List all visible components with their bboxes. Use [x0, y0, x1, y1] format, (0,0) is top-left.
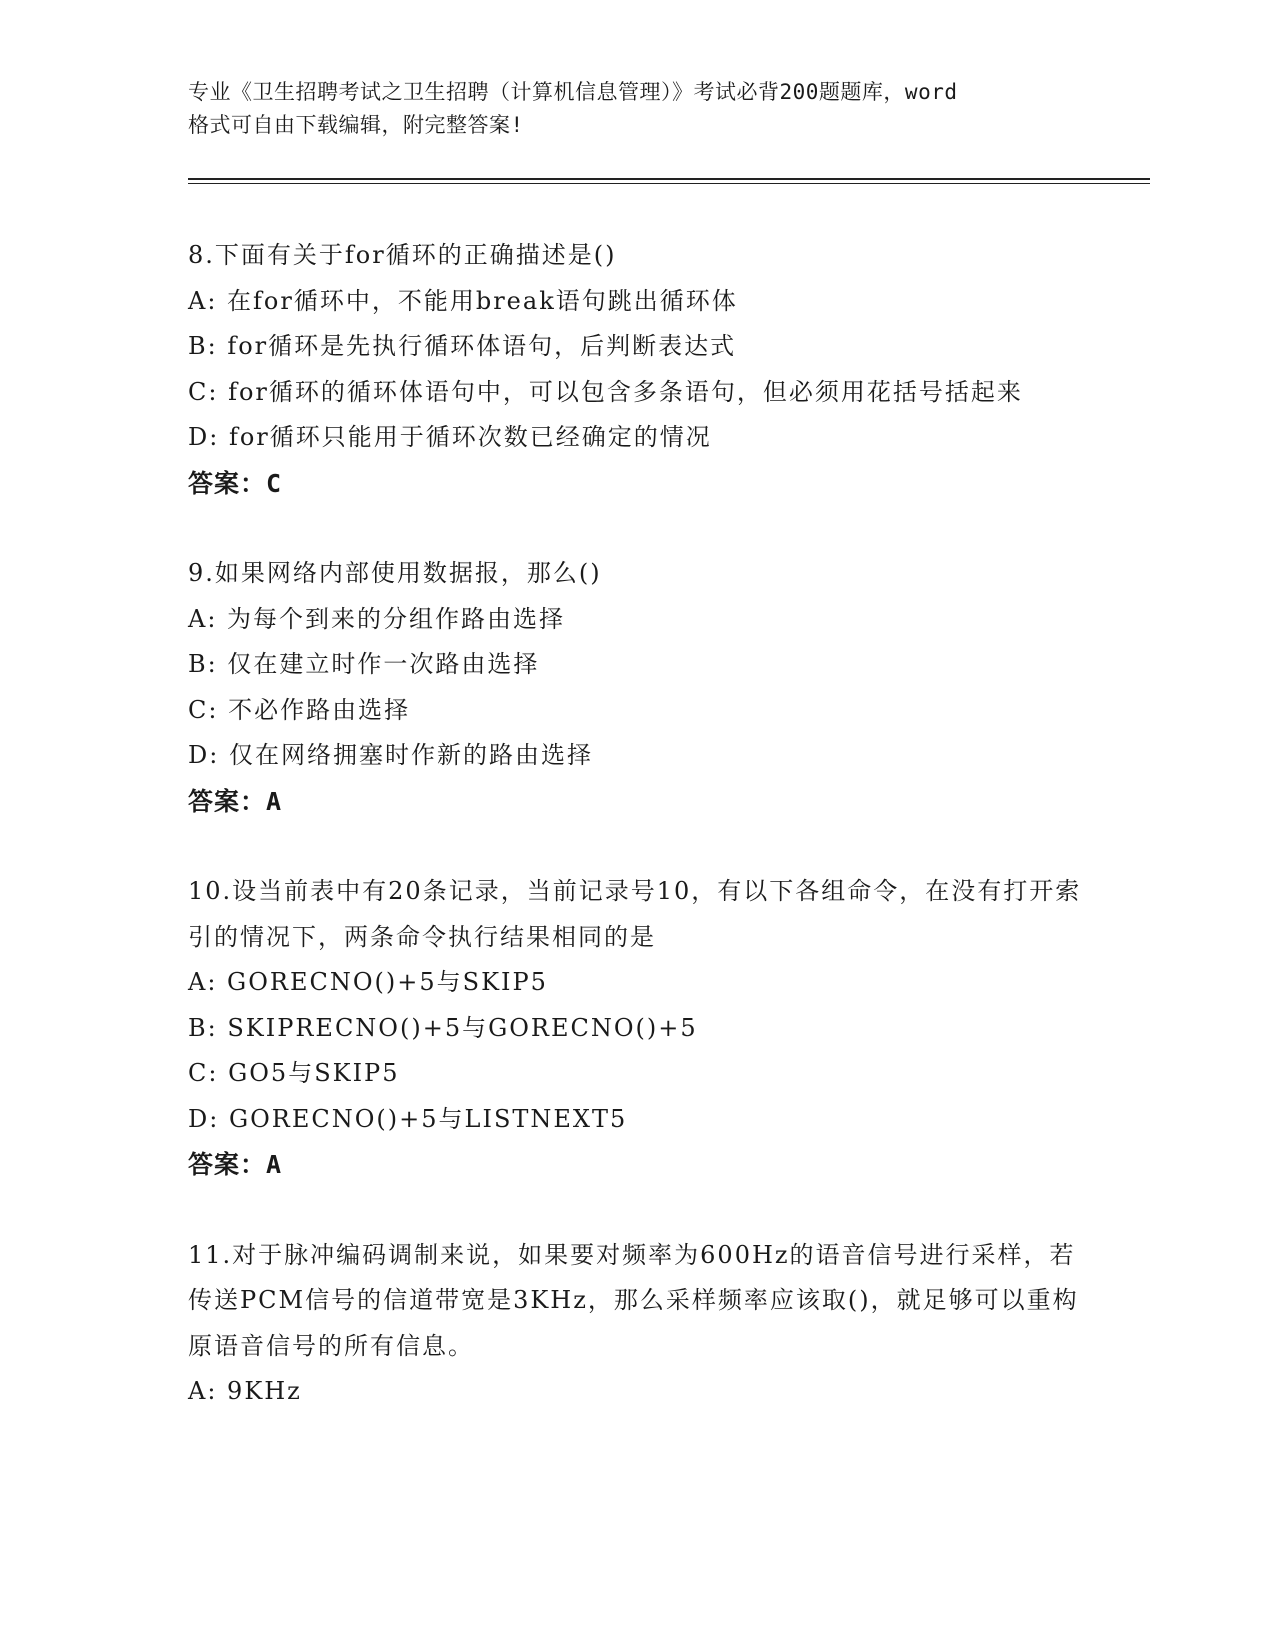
header-line-1: 专业《卫生招聘考试之卫生招聘（计算机信息管理）》考试必背200题题库，word — [188, 80, 958, 104]
header-divider-thick — [188, 178, 1150, 180]
question-text: 8.下面有关于for循环的正确描述是() — [188, 241, 617, 269]
option-a: A: GORECNO()+5与SKIP5 — [188, 968, 548, 996]
option-a: A: 为每个到来的分组作路由选择 — [188, 604, 566, 633]
document-header — [188, 76, 1088, 142]
option-b: B: 仅在建立时作一次路由选择 — [188, 650, 540, 678]
option-a: A: 9KHz — [188, 1377, 302, 1405]
header-divider-thin — [188, 183, 1150, 184]
option-b: B: SKIPRECNO()+5与GORECNO()+5 — [188, 1013, 698, 1042]
question-text: 10.设当前表中有20条记录，当前记录号10，有以下各组命令，在没有打开索引的情况下，两条命令执行结果相同的是 — [188, 877, 1082, 951]
question-8 — [188, 233, 1088, 506]
question-list — [188, 233, 1088, 1460]
option-d: D: 仅在网络拥塞时作新的路由选择 — [188, 741, 593, 769]
question-10 — [188, 869, 1088, 1188]
answer-label: 答案：A — [188, 1150, 283, 1179]
question-9 — [188, 551, 1088, 824]
option-c: C: GO5与SKIP5 — [188, 1059, 400, 1087]
answer-label: 答案：A — [188, 786, 283, 816]
question-text: 11.对于脉冲编码调制来说，如果要对频率为600Hz的语音信号进行采样，若传送PCM信号的信道带宽是3KHz，那么采样频率应该取()，就足够可以重构原语音信号的所有信息。 — [188, 1240, 1079, 1360]
question-11 — [188, 1233, 1088, 1415]
option-c: C: for循环的循环体语句中，可以包含多条语句，但必须用花括号括起来 — [188, 377, 1023, 406]
header-line-2: 格式可自由下载编辑，附完整答案! — [188, 113, 524, 137]
option-d: D: GORECNO()+5与LISTNEXT5 — [188, 1104, 628, 1133]
option-d: D: for循环只能用于循环次数已经确定的情况 — [188, 423, 712, 451]
question-text: 9.如果网络内部使用数据报，那么() — [188, 559, 602, 587]
option-c: C: 不必作路由选择 — [188, 695, 411, 724]
option-a: A: 在for循环中，不能用break语句跳出循环体 — [188, 286, 738, 315]
answer-label: 答案：C — [188, 468, 283, 498]
option-b: B: for循环是先执行循环体语句，后判断表达式 — [188, 332, 737, 360]
